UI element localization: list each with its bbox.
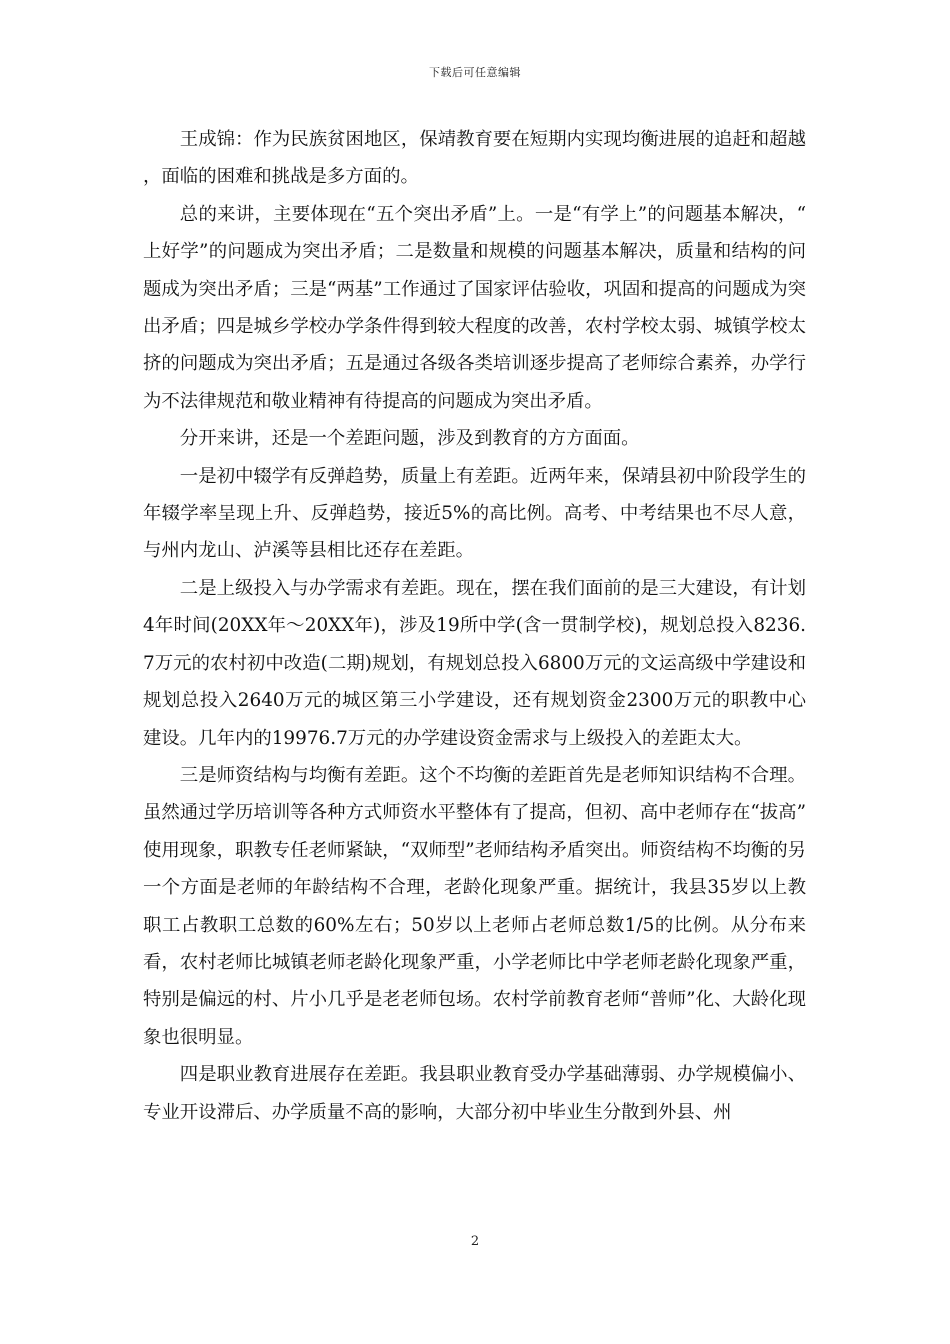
page-header: 下载后可任意编辑 (429, 66, 521, 79)
paragraph-dropout-gap: 一是初中辍学有反弹趋势，质量上有差距。近两年来，保靖县初中阶段学生的年辍学率呈现上升、反弹趋势，接近5%的高比例。高考、中考结果也不尽人意，与州内龙山、泸溪等县相比还存在差距。 (143, 465, 806, 562)
paragraph-investment-gap: 二是上级投入与办学需求有差距。现在，摆在我们面前的是三大建设，有计划4年时间(20XX年～20XX年)，涉及19所中学(含一贯制学校)，规划总投入8236.7万元的农村初中改造(二期)规划，有规划总投入6800万元的文运高级中学建设和规划总投入2640万元的城区第三小学建设，还有规划资金2300万元的职教中心建设。几年内的19976.7万元的办学建设资金需求与上级投入的差距太大。 (143, 577, 806, 749)
paragraph-teacher-gap: 三是师资结构与均衡有差距。这个不均衡的差距首先是老师知识结构不合理。虽然通过学历培训等各种方式师资水平整体有了提高，但初、高中老师存在“拔高”使用现象，职教专任老师紧缺，“双师型”老师结构矛盾突出。师资结构不均衡的另一个方面是老师的年龄结构不合理，老龄化现象严重。据统计，我县35岁以上教职工占教职工总数的60%左右；50岁以上老师占老师总数1/5的比例。从分布来看，农村老师比城镇老师老龄化现象严重，小学老师比中学老师老龄化现象严重，特别是偏远的村、片小几乎是老老师包场。农村学前教育老师“普师”化、大龄化现象也很明显。 (143, 764, 806, 1048)
paragraph-vocational-gap: 四是职业教育进展存在差距。我县职业教育受办学基础薄弱、办学规模偏小、专业开设滞后、办学质量不高的影响，大部分初中毕业生分散到外县、州 (143, 1064, 806, 1123)
paragraph-intro: 王成锦：作为民族贫困地区，保靖教育要在短期内实现均衡进展的追赶和超越，面临的困难和挑战是多方面的。 (143, 129, 806, 188)
body-text (143, 121, 806, 1131)
paragraph-gap-overview: 分开来讲，还是一个差距问题，涉及到教育的方方面面。 (179, 428, 640, 450)
page-number: 2 (470, 1234, 480, 1249)
paragraph-five-contradictions: 总的来讲，主要体现在“五个突出矛盾”上。一是“有学上”的问题基本解决，“上好学”的问题成为突出矛盾；二是数量和规模的问题基本解决，质量和结构的问题成为突出矛盾；三是“两基”工作通过了国家评估验收，巩固和提高的问题成为突出矛盾；四是城乡学校办学条件得到较大程度的改善，农村学校太弱、城镇学校太挤的问题成为突出矛盾；五是通过各级各类培训逐步提高了老师综合素养，办学行为不法律规范和敬业精神有待提高的问题成为突出矛盾。 (143, 203, 806, 412)
